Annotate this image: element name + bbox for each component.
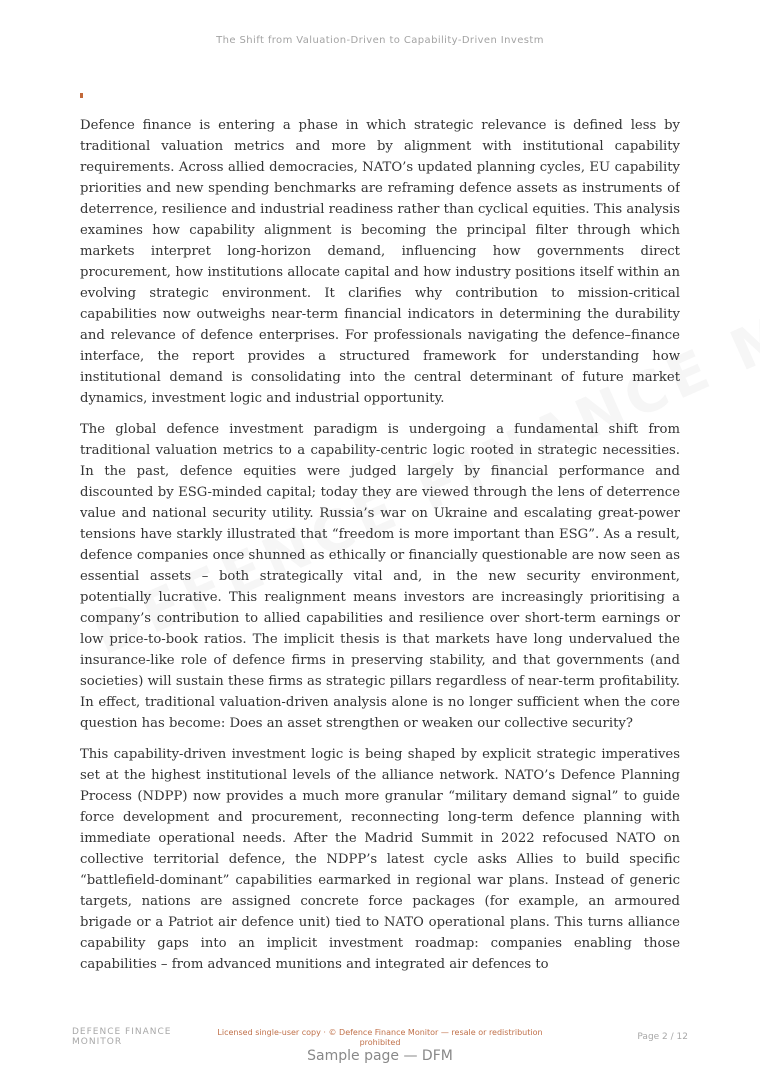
body-paragraph-1: Defence finance is entering a phase in which strategic relevance is defined less by traditional valuation metrics and more by alignment with institutional capability requirements. Across allied democracies, NATO’s updated planning cycles, EU capability priorities and new spending benchmarks are reframing defence assets as instruments of deterrence, resilience and industrial readiness rather than cyclical equities. This analysis examines how capability alignment is becoming the principal filter through which markets interpret long-horizon demand, influencing how governments direct procurement, how institutions allocate capital and how industry positions itself within an evolving strategic environment. It clarifies why contribution to mission-critical capabilities now outweighs near-term financial indicators in determining the durability and relevance of defence enterprises. For professionals navigating the defence–finance interface, the report provides a structured framework for understanding how institutional demand is consolidating into the central determinant of future market dynamics, investment logic and industrial opportunity. <box>80 118 680 406</box>
body-paragraph-3: This capability-driven investment logic is being shaped by explicit strategic imperatives set at the highest institutional levels of the alliance network. NATO’s Defence Planning Process (NDPP) now provides a much more granular “military demand signal” to guide force development and procurement, reconnecting long-term defence planning with immediate operational needs. After the Madrid Summit in 2022 refocused NATO on collective territorial defence, the NDPP’s latest cycle asks Allies to build specific “battlefield-dominant” capabilities earmarked in regional war plans. Instead of generic targets, nations are assigned concrete force packages (for example, an armoured brigade or a Patriot air defence unit) tied to NATO operational plans. This turns alliance capability gaps into an implicit investment roadmap: companies enabling those capabilities – from advanced munitions and integrated air defences to <box>80 747 680 972</box>
sample-page-label: Sample page — DFM <box>307 1048 453 1064</box>
publisher-name-line-1: DEFENCE FINANCE <box>72 1027 172 1037</box>
document-body <box>80 115 680 995</box>
running-header: The Shift from Valuation-Driven to Capability-Driven Investm <box>216 35 544 46</box>
license-notice: Licensed single-user copy · © Defence Finance Monitor — resale or redistribution prohibited <box>217 1028 543 1047</box>
accent-mark <box>80 93 83 98</box>
publisher-name-line-2: MONITOR <box>72 1037 123 1047</box>
publisher-name <box>72 1027 171 1047</box>
page-number: Page 2 / 12 <box>637 1032 688 1042</box>
body-paragraph-2: The global defence investment paradigm is undergoing a fundamental shift from traditional valuation metrics to a capability-centric logic rooted in strategic necessities. In the past, defence equities were judged largely by financial performance and discounted by ESG-minded capital; today they are viewed through the lens of deterrence value and national security utility. Russia’s war on Ukraine and escalating great-power tensions have starkly illustrated that “freedom is more important than ESG”. As a result, defence companies once shunned as ethically or financially questionable are now seen as essential assets – both strategically vital and, in the new security environment, potentially lucrative. This realignment means investors are increasingly prioritising a company’s contribution to allied capabilities and resilience over short-term earnings or low price-to-book ratios. The implicit thesis is that markets have long undervalued the insurance-like role of defence firms in preserving stability, and that governments (and societies) will sustain these firms as strategic pillars regardless of near-term profitability. In effect, traditional valuation-driven analysis alone is no longer sufficient when the core question has become: Does an asset strengthen or weaken our collective security? <box>80 422 680 731</box>
